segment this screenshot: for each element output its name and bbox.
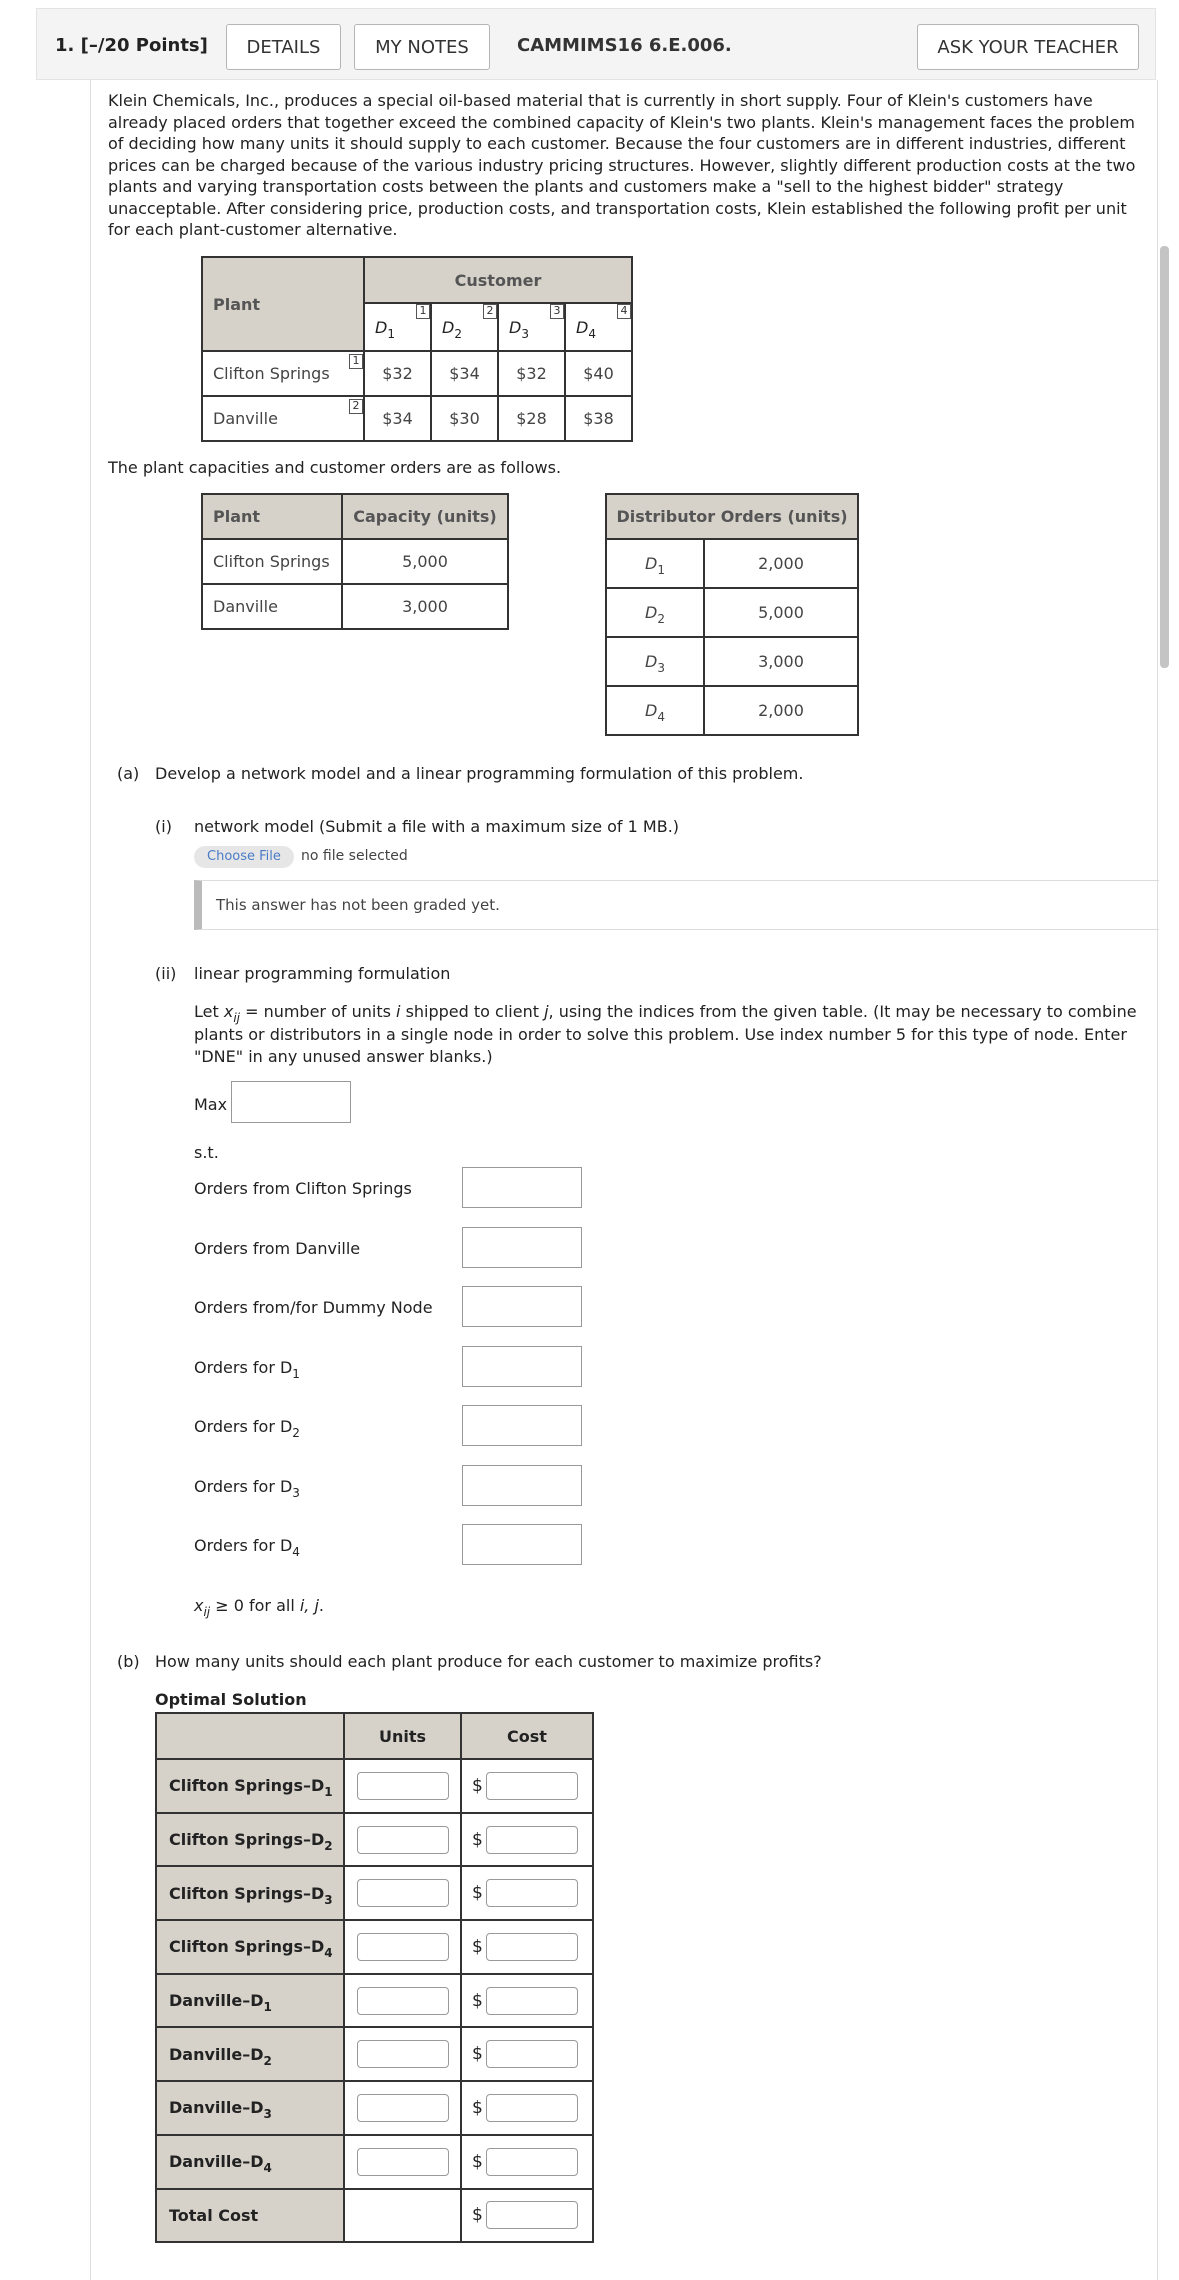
part-i-text: network model (Submit a file with a maximum size of 1 MB.) — [194, 817, 680, 836]
cost-cell: $ — [461, 2081, 593, 2135]
cost-cell: $ — [461, 2135, 593, 2189]
nonnegativity: $x_{ij} \ge 0$ for all i, j. — [194, 1596, 325, 1619]
units-input[interactable] — [357, 1987, 449, 2015]
constraint-label: Orders for $D_1$ — [194, 1357, 300, 1381]
cost-cell: $ — [461, 1920, 593, 1974]
cost-cell: $ — [461, 1866, 593, 1920]
units-input[interactable] — [357, 1933, 449, 1961]
capacity-intro: The plant capacities and customer orders are as follows. — [108, 458, 562, 477]
capacity-value: 3,000 — [342, 584, 508, 629]
choose-file-button[interactable]: Choose File — [194, 846, 294, 868]
objective-input[interactable] — [231, 1081, 351, 1123]
constraint-input[interactable] — [462, 1524, 582, 1565]
constraint-label: Orders from Clifton Springs — [194, 1179, 412, 1198]
distributor-name: $D_1$ — [606, 539, 704, 588]
units-header: Units — [344, 1713, 461, 1759]
solution-row-label: Danville–$D_1$ — [156, 1974, 344, 2028]
cost-header: Cost — [461, 1713, 593, 1759]
distributor-name: $D_3$ — [606, 637, 704, 686]
distributor-name: $D_2$ — [606, 588, 704, 637]
cost-input[interactable] — [486, 2040, 578, 2068]
optimal-solution-table — [155, 1712, 594, 2243]
orders-row — [606, 637, 858, 686]
solution-row — [156, 2135, 593, 2189]
optimal-solution-title: Optimal Solution — [155, 1690, 307, 1709]
capacity-plant-header: Plant — [202, 494, 342, 539]
profit-value: $40 — [565, 351, 632, 396]
question-header — [36, 8, 1156, 80]
solution-row — [156, 2081, 593, 2135]
question-number: 1. [–/20 Points] — [55, 35, 208, 56]
constraint-input[interactable] — [462, 1346, 582, 1387]
solution-row — [156, 2027, 593, 2081]
plant-index-box: 1 — [349, 354, 363, 369]
constraint-label: Orders from/for Dummy Node — [194, 1298, 433, 1317]
problem-code: CAMMIMS16 6.E.006. — [517, 35, 732, 56]
profit-plant-name: Clifton Springs 1 — [202, 351, 364, 396]
customer-d3: $D_3$ 3 — [498, 303, 565, 351]
total-cost-input[interactable] — [486, 2201, 578, 2229]
profit-value: $30 — [431, 396, 498, 441]
part-b-text: How many units should each plant produce for each customer to maximize profits? — [155, 1652, 822, 1671]
solution-row — [156, 1920, 593, 1974]
solution-row-label: Clifton Springs–$D_1$ — [156, 1759, 344, 1813]
units-cell — [344, 2135, 461, 2189]
cost-input[interactable] — [486, 2094, 578, 2122]
ask-teacher-button[interactable]: ASK YOUR TEACHER — [917, 24, 1139, 70]
constraint-input[interactable] — [462, 1465, 582, 1506]
no-file-text: no file selected — [301, 848, 408, 864]
part-a-text: Develop a network model and a linear programming formulation of this problem. — [155, 764, 804, 783]
units-input[interactable] — [357, 1772, 449, 1800]
cost-cell: $ — [461, 1813, 593, 1867]
distributor-name: $D_4$ — [606, 686, 704, 735]
solution-row — [156, 1813, 593, 1867]
profit-value: $28 — [498, 396, 565, 441]
solution-row — [156, 1866, 593, 1920]
constraint-input[interactable] — [462, 1227, 582, 1268]
total-cost-cell: $ — [461, 2189, 593, 2242]
cost-input[interactable] — [486, 2148, 578, 2176]
capacity-row — [202, 539, 508, 584]
units-input[interactable] — [357, 1826, 449, 1854]
units-input[interactable] — [357, 2094, 449, 2122]
solution-row-label: Danville–$D_3$ — [156, 2081, 344, 2135]
st-label: s.t. — [194, 1143, 219, 1162]
capacity-value: 5,000 — [342, 539, 508, 584]
constraint-label: Orders from Danville — [194, 1238, 361, 1258]
orders-row — [606, 686, 858, 735]
total-units-cell — [344, 2189, 461, 2242]
part-b-label: (b) — [117, 1652, 140, 1671]
units-cell — [344, 1866, 461, 1920]
units-input[interactable] — [357, 2040, 449, 2068]
customer-d4: $D_4$ 4 — [565, 303, 632, 351]
units-input[interactable] — [357, 2148, 449, 2176]
solution-row — [156, 1974, 593, 2028]
constraint-input[interactable] — [462, 1286, 582, 1327]
plant-index-box: 2 — [349, 399, 363, 414]
profit-value: $38 — [565, 396, 632, 441]
details-button[interactable]: DETAILS — [226, 24, 341, 70]
my-notes-button[interactable]: MY NOTES — [354, 24, 490, 70]
solution-row-label: Clifton Springs–$D_2$ — [156, 1813, 344, 1867]
solution-corner — [156, 1713, 344, 1759]
cost-input[interactable] — [486, 1987, 578, 2015]
profit-value: $34 — [431, 351, 498, 396]
capacity-plant: Clifton Springs — [202, 539, 342, 584]
cost-input[interactable] — [486, 1933, 578, 1961]
part-ii-text: linear programming formulation — [194, 964, 451, 983]
part-i-label: (i) — [155, 817, 172, 836]
cost-cell: $ — [461, 1974, 593, 2028]
units-cell — [344, 1759, 461, 1813]
profit-table — [201, 256, 633, 442]
constraint-label: Orders for $D_2$ — [194, 1417, 300, 1440]
orders-table — [605, 493, 859, 736]
cost-input[interactable] — [486, 1879, 578, 1907]
cost-input[interactable] — [486, 1826, 578, 1854]
variable-definition: Let $x_{ij}$ = number of units i shipped to client j, using the indices from the given table. (It may be necessary to combine plants or distributors in a single node in order to solve this problem. Use index number 5 for this type of node. Enter "DNE" in any unused answer blanks.) — [194, 1002, 1137, 1066]
profit-plant-header: Plant — [202, 257, 364, 351]
customer-index-box: 4 — [617, 304, 631, 319]
customer-header: Customer — [364, 257, 632, 303]
customer-index-box: 3 — [550, 304, 564, 319]
capacity-table — [201, 493, 509, 630]
orders-value: 2,000 — [704, 539, 858, 588]
customer-index-box: 2 — [483, 304, 497, 319]
capacity-plant: Danville — [202, 584, 342, 629]
max-label: Max — [194, 1095, 228, 1114]
total-cost-label: Total Cost — [156, 2189, 344, 2242]
profit-value: $32 — [364, 351, 431, 396]
orders-header: Distributor Orders (units) — [606, 494, 858, 539]
profit-row — [202, 351, 632, 396]
customer-d1: $D_1$ 1 — [364, 303, 431, 351]
capacity-row — [202, 584, 508, 629]
profit-value: $34 — [364, 396, 431, 441]
profit-row — [202, 396, 632, 441]
cost-input[interactable] — [486, 1772, 578, 1800]
units-cell — [344, 1974, 461, 2028]
constraint-label: Orders for $D_4$ — [194, 1536, 300, 1559]
customer-index-box: 1 — [416, 304, 430, 319]
units-cell — [344, 1813, 461, 1867]
profit-plant-name: Danville 2 — [202, 396, 364, 441]
profit-value: $32 — [498, 351, 565, 396]
constraint-input[interactable] — [462, 1405, 582, 1446]
cost-cell: $ — [461, 1759, 593, 1813]
orders-value: 2,000 — [704, 686, 858, 735]
solution-row-label: Clifton Springs–$D_3$ — [156, 1866, 344, 1920]
graded-notice: This answer has not been graded yet. — [194, 880, 1159, 930]
units-input[interactable] — [357, 1879, 449, 1907]
constraint-label: Orders for $D_3$ — [194, 1476, 300, 1500]
capacity-header: Capacity (units) — [342, 494, 508, 539]
constraint-input[interactable] — [462, 1167, 582, 1208]
solution-row-label: Danville–$D_2$ — [156, 2027, 344, 2081]
customer-d2: $D_2$ 2 — [431, 303, 498, 351]
cost-cell: $ — [461, 2027, 593, 2081]
solution-row-label: Clifton Springs–$D_4$ — [156, 1920, 344, 1974]
units-cell — [344, 2027, 461, 2081]
part-ii-label: (ii) — [155, 964, 177, 983]
problem-intro: Klein Chemicals, Inc., produces a special oil-based material that is currently in short supply. Four of Klein's customers have already placed orders that together exceed the combined capacity of Klein's two plants. Klein's management faces the problem of deciding how many units it should supply to each customer. Because the four customers are in different industries, different prices can be charged because of the various industry pricing structures. However, slightly different production costs at the two plants and varying transportation costs between the plants and customers make a "sell to the highest bidder" strategy unacceptable. After considering price, production costs, and transportation costs, Klein established the following profit per unit for each plant-customer alternative. — [108, 91, 1136, 239]
orders-row — [606, 588, 858, 637]
units-cell — [344, 2081, 461, 2135]
solution-row-label: Danville–$D_4$ — [156, 2135, 344, 2189]
orders-value: 5,000 — [704, 588, 858, 637]
orders-row — [606, 539, 858, 588]
scrollbar[interactable] — [1160, 246, 1169, 668]
units-cell — [344, 1920, 461, 1974]
part-a-label: (a) — [117, 764, 140, 783]
solution-row — [156, 1759, 593, 1813]
orders-value: 3,000 — [704, 637, 858, 686]
